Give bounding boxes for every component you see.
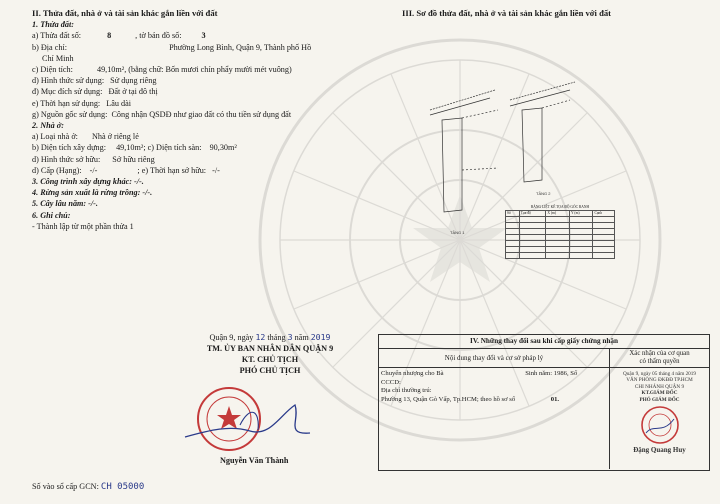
changes-body bbox=[379, 368, 709, 469]
changes-confirmation: Quận 9, ngày 05 tháng 4 năm 2019 VĂN PHÒNG ĐKĐĐ TP.HCM CHI NHÁNH QUẬN 9 KT.GIÁM ĐỐC PHÓ GIÁM ĐỐC Đặng Quang Huy bbox=[610, 368, 709, 469]
dossier-line: Phường 13, Quận Gò Vấp, Tp.HCM; theo hồ sơ số 01. bbox=[381, 395, 560, 403]
coordinate-table bbox=[505, 205, 615, 259]
map-sheet-number: 3 bbox=[201, 31, 206, 41]
section-diagram-title: III. Sơ đồ thửa đất, nhà ở và tài sản khác gắn liền với đất bbox=[402, 8, 612, 18]
section-land-info bbox=[32, 8, 372, 232]
coord-header-y: Y (m) bbox=[570, 211, 593, 217]
gcn-register-number: Số vào sổ cấp GCN: CH 05000 bbox=[32, 482, 145, 492]
forest-row: 4. Rừng sản xuất là rừng trồng: -/-. bbox=[32, 188, 153, 198]
other-construction: 3. Công trình xây dựng khác: -/-. bbox=[32, 177, 144, 187]
plot-number: 8 bbox=[107, 31, 112, 41]
floor2-diagram bbox=[510, 82, 575, 182]
plot-number-row: a) Thửa đất số: 8 , tờ bản đồ số: 3 bbox=[32, 30, 372, 41]
floor1-diagram bbox=[430, 90, 498, 212]
confirmer-name: Đặng Quang Huy bbox=[633, 446, 686, 455]
signer-name: Nguyễn Văn Thành bbox=[220, 456, 289, 465]
issue-day: 12 bbox=[255, 332, 266, 342]
address-value-cont: Chí Minh bbox=[42, 53, 74, 63]
coordinate-table-title: BẢNG LIỆT KÊ TỌA ĐỘ GÓC RANH bbox=[530, 205, 590, 209]
house-type-row: a) Loại nhà ở: Nhà ở riêng lẻ bbox=[32, 132, 139, 142]
issuing-org: TM. ỦY BAN NHÂN DÂN QUẬN 9 bbox=[206, 344, 334, 353]
changes-header bbox=[379, 349, 709, 368]
floor2-label: TẦNG 2 bbox=[536, 191, 551, 196]
changes-confirm-header: Xác nhận của cơ quan có thẩm quyền bbox=[629, 350, 690, 365]
usage-origin-row: g) Nguồn gốc sử dụng: Công nhận QSDĐ như giao đất có thu tiền sử dụng đất bbox=[32, 109, 292, 119]
address-value: Phường Long Bình, Quận 9, Thành phố Hồ bbox=[169, 42, 312, 52]
residence-line: Địa chỉ thường trú: bbox=[381, 387, 432, 395]
issue-date: Quận 9, ngày 12 tháng 3 năm 2019 bbox=[209, 332, 331, 342]
id-line: CCCD: bbox=[381, 378, 401, 386]
handwritten-signature bbox=[180, 395, 320, 450]
signature-block bbox=[160, 332, 380, 376]
address-row: b) Địa chỉ: Phường Long Bình, Quận 9, Thành phố Hồ bbox=[32, 42, 312, 52]
floor1-label: TẦNG 1 bbox=[450, 230, 465, 235]
transfer-line: Chuyển nhượng cho Bà Sinh năm: 1986, Số bbox=[381, 370, 578, 377]
area-value: 49,10m², (bằng chữ: Bốn mươi chín phẩy mười mét vuông) bbox=[96, 65, 292, 75]
usage-form-row: d) Hình thức sử dụng: Sử dụng riêng bbox=[32, 76, 157, 86]
coord-header-coord: Tọa độ bbox=[519, 211, 546, 217]
area-row: c) Diện tích: 49,10m², (bằng chữ: Bốn mươi chín phẩy mười mét vuông) bbox=[32, 65, 292, 75]
coord-header-no: Số bbox=[506, 211, 520, 217]
issue-month: 3 bbox=[287, 332, 293, 342]
section-changes bbox=[378, 334, 710, 471]
coord-header-x: X (m) bbox=[546, 211, 570, 217]
changes-content-header: Nội dung thay đổi và cơ sở pháp lý bbox=[379, 349, 610, 367]
signer-kt: KT. CHỦ TỊCH bbox=[241, 355, 299, 364]
usage-term-row: e) Thời hạn sử dụng: Lâu dài bbox=[32, 98, 132, 108]
perennial-row: 5. Cây lâu năm: -/-. bbox=[32, 199, 98, 209]
land-plot-heading: 1. Thửa đất: bbox=[32, 20, 74, 30]
notes-heading: 6. Ghi chú: bbox=[32, 210, 71, 220]
build-area-row: b) Diện tích xây dựng: 49,10m²; c) Diện tích sàn: 90,30m² bbox=[32, 143, 237, 153]
coord-header-edge: Cạnh bbox=[593, 211, 615, 217]
house-heading: 2. Nhà ở: bbox=[32, 121, 64, 131]
changes-content bbox=[379, 368, 610, 469]
grade-row: d) Cấp (Hạng): -/- ; e) Thời hạn sở hữu: -/- bbox=[32, 165, 220, 175]
gcn-number: CH 05000 bbox=[100, 482, 145, 492]
section-title: II. Thửa đất, nhà ở và tài sản khác gắn liền với đất bbox=[32, 8, 218, 18]
issue-year: 2019 bbox=[310, 332, 331, 342]
signer-role: PHÓ CHỦ TỊCH bbox=[239, 366, 301, 375]
office-seal bbox=[640, 405, 680, 445]
notes-text: - Thành lập từ một phần thửa 1 bbox=[32, 221, 134, 231]
changes-title: IV. Những thay đổi sau khi cấp giấy chứng nhận bbox=[379, 335, 709, 349]
usage-purpose-row: đ) Mục đích sử dụng: Đất ở tại đô thị bbox=[32, 87, 158, 97]
ownership-form-row: d) Hình thức sở hữu: Sở hữu riêng bbox=[32, 154, 155, 164]
